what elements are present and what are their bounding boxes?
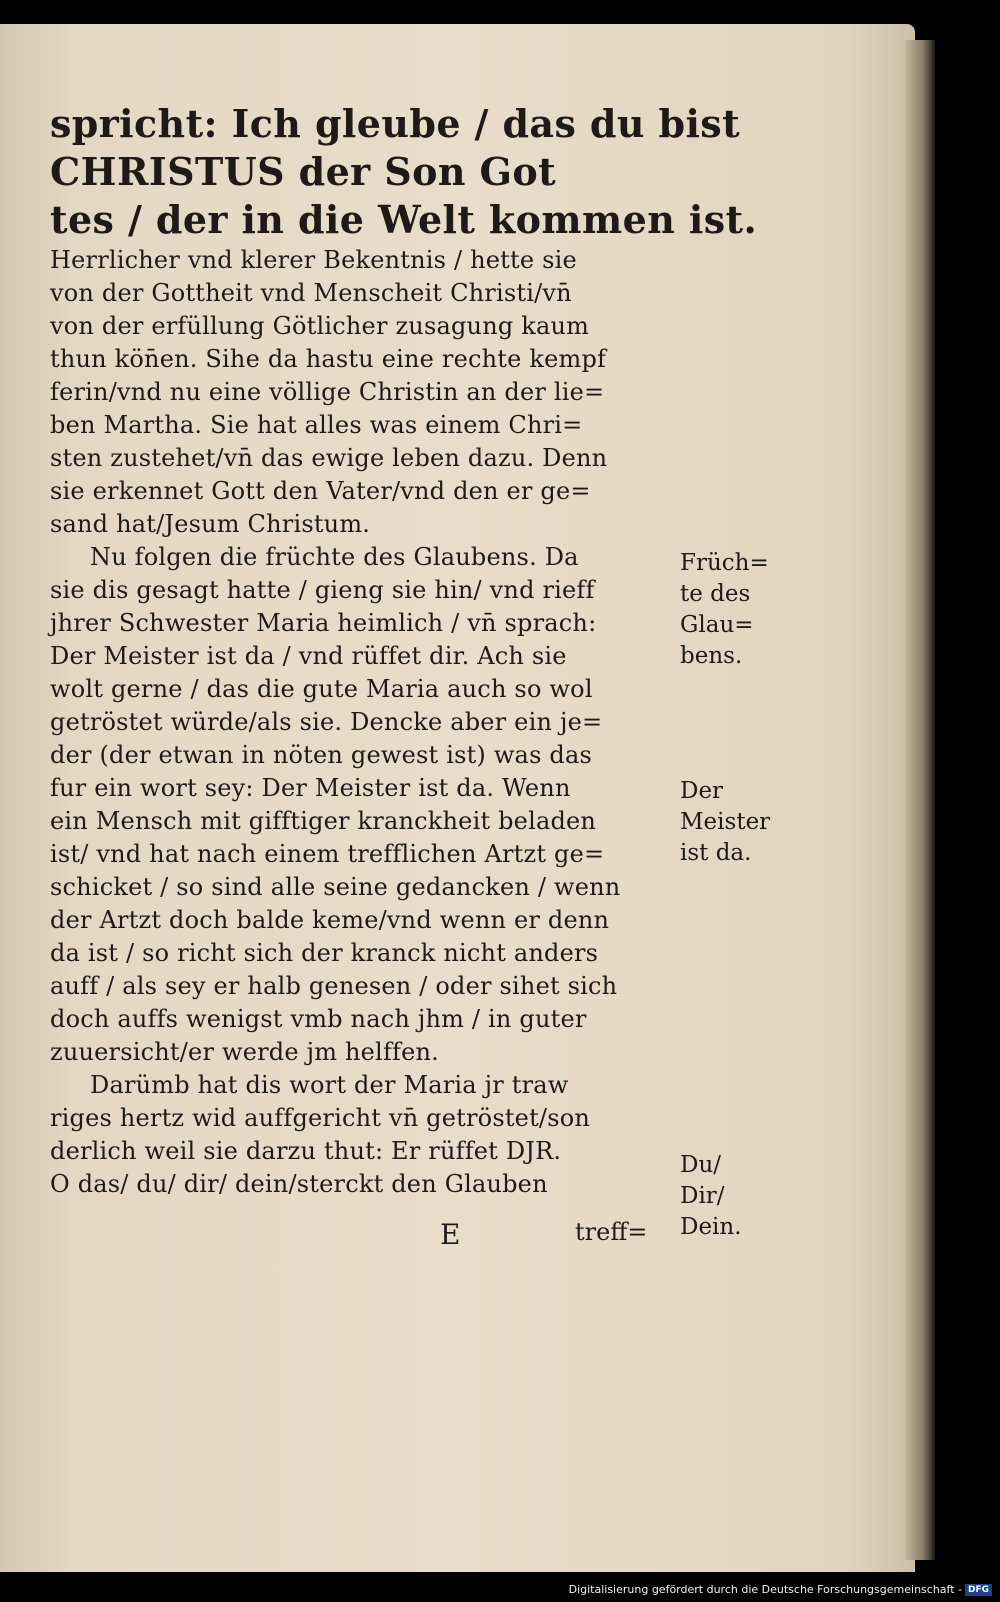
text-line: sie erkennet Gott den Vater/vnd den er ge=: [50, 477, 591, 505]
main-text-block: [50, 100, 758, 1201]
text-line: ein Mensch mit gifftiger kranckheit beladen: [50, 807, 597, 835]
text-line: getröstet würde/als sie. Dencke aber ein je=: [50, 708, 603, 736]
text-line: derlich weil sie darzu thut: Er rüffet DJR.: [50, 1137, 562, 1165]
text-line: jhrer Schwester Maria heimlich / vn̄ sprach:: [50, 609, 597, 637]
footer-credit: Digitalisierung gefördert durch die Deutsche Forschungsgemeinschaft -: [568, 1583, 962, 1596]
text-line: ben Martha. Sie hat alles was einem Chri=: [50, 411, 583, 439]
text-line: fur ein wort sey: Der Meister ist da. Wenn: [50, 774, 571, 802]
heading-line: tes / der in die Welt kommen ist.: [50, 197, 758, 242]
text-line: sie dis gesagt hatte / gieng sie hin/ vnd rieff: [50, 576, 595, 604]
page-edge: [905, 40, 935, 1560]
text-line: thun kön̄en. Sihe da hastu eine rechte kempf: [50, 345, 607, 373]
dfg-logo: DFG: [965, 1584, 992, 1596]
text-line: von der erfüllung Götlicher zusagung kaum: [50, 312, 590, 340]
text-line: doch auffs wenigst vmb nach jhm / in guter: [50, 1005, 587, 1033]
text-line: Nu folgen die früchte des Glaubens. Da: [90, 543, 579, 571]
text-line: Der Meister ist da / vnd rüffet dir. Ach sie: [50, 642, 567, 670]
digitization-footer: [0, 1583, 992, 1596]
text-line: ferin/vnd nu eine völlige Christin an der lie=: [50, 378, 605, 406]
signature-mark: E: [440, 1218, 461, 1251]
text-line: riges hertz wid auffgericht vn̄ getröstet/son: [50, 1104, 591, 1132]
text-line: zuuersicht/er werde jm helffen.: [50, 1038, 439, 1066]
text-line: Herrlicher vnd klerer Bekentnis / hette sie: [50, 246, 577, 274]
text-line: sand hat/Jesum Christum.: [50, 510, 371, 538]
catchword: treff=: [575, 1218, 648, 1246]
text-line: wolt gerne / das die gute Maria auch so wol: [50, 675, 593, 703]
heading-line: CHRISTUS der Son Got: [50, 149, 557, 194]
margin-note-fruechte: Früch= te des Glau= bens.: [680, 550, 769, 669]
text-line: von der Gottheit vnd Menscheit Christi/vn̄: [50, 279, 572, 307]
margin-note-meister: Der Meister ist da.: [680, 778, 771, 866]
text-line: schicket / so sind alle seine gedancken / wenn: [50, 873, 621, 901]
text-line: sten zustehet/vn̄ das ewige leben dazu. Denn: [50, 444, 608, 472]
heading-line: spricht: Ich gleube / das du bist: [50, 101, 741, 146]
text-line: der Artzt doch balde keme/vnd wenn er denn: [50, 906, 610, 934]
text-line: da ist / so richt sich der kranck nicht anders: [50, 939, 599, 967]
text-line: ist/ vnd hat nach einem trefflichen Artzt ge=: [50, 840, 605, 868]
text-line: auff / als sey er halb genesen / oder sihet sich: [50, 972, 618, 1000]
text-line: Darümb hat dis wort der Maria jr traw: [90, 1071, 569, 1099]
text-line: der (der etwan in nöten gewest ist) was das: [50, 741, 593, 769]
text-line: O das/ du/ dir/ dein/sterckt den Glauben: [50, 1170, 548, 1198]
margin-note-du-dir-dein: Du/ Dir/ Dein.: [680, 1152, 742, 1240]
